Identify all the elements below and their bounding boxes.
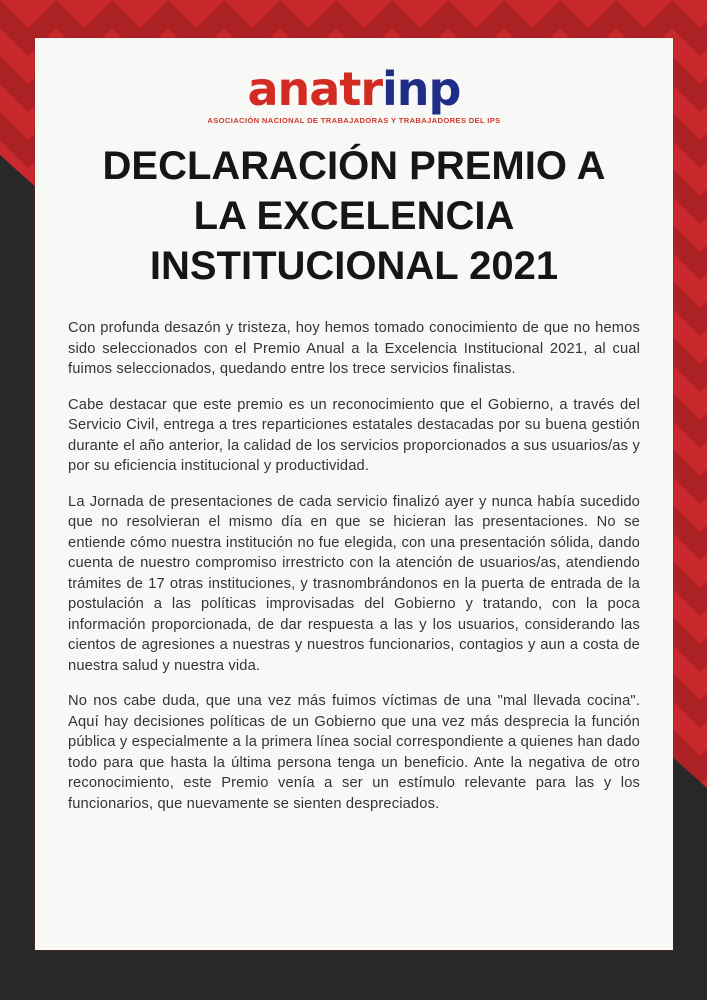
document-card — [35, 38, 673, 950]
logo-word-blue: inp — [382, 62, 461, 116]
logo-word-red: anatr — [247, 62, 383, 116]
title-line-3: INSTITUCIONAL 2021 — [149, 244, 559, 288]
title-line-2: LA EXCELENCIA — [193, 194, 515, 238]
paragraph-1: Con profunda desazón y tristeza, hoy hemos tomado conocimiento de que no hemos sido seleccionados con el Premio Anual a la Excelencia Institucional 2021, al cual fuimos seleccionados, quedando entre los trece servicios finalistas. — [68, 320, 640, 377]
logo-tagline: ASOCIACIÓN NACIONAL DE TRABAJADORAS Y TRABAJADORES DEL IPS — [207, 116, 501, 125]
logo-wordmark — [35, 62, 673, 116]
title-line-1: DECLARACIÓN PREMIO A — [102, 144, 606, 188]
declaration-body — [68, 318, 640, 814]
page-title — [45, 141, 663, 291]
paragraph-3: La Jornada de presentaciones de cada servicio finalizó ayer y nunca había sucedido que no resolvieran el mismo día en que se hicieran las presentaciones. No se entiende cómo nuestra institución no fue elegida, con una presentación sólida, dando cuenta de nuestro compromiso irrestricto con la atención de usuarios/as, atendiendo trámites de 17 otras instituciones, y trasnombrándonos en la puerta de entrada de la postulación a las políticas improvisadas del Gobierno y tratando, con la poca información proporcionada, de dar respuesta a las y los usuarios, considerando las cientos de agresiones a nuestras y nuestros funcionarios, contagios y aun a costa de nuestra salud y nuestra vida. — [68, 493, 640, 674]
paragraph-4: No nos cabe duda, que una vez más fuimos víctimas de una "mal llevada cocina". Aquí hay decisiones políticas de un Gobierno que una vez más desprecia la función pública y especialmente a la primera línea social correspondiente a quienes han dado todo para que hasta la última persona tenga un beneficio. Ante la negativa de otro reconocimiento, este Premio venía a ser un estímulo relevante para las y los funcionarios, que nuevamente se sienten despreciados. — [68, 693, 640, 812]
paragraph-2: Cabe destacar que este premio es un reconocimiento que el Gobierno, a través del Servicio Civil, entrega a tres reparticiones estatales destacadas por su buena gestión durante el año anterior, la calidad de los servicios proporcionados a sus usuarios/as y por su eficiencia institucional y productividad. — [68, 396, 640, 474]
anatrinp-logo — [35, 62, 673, 125]
